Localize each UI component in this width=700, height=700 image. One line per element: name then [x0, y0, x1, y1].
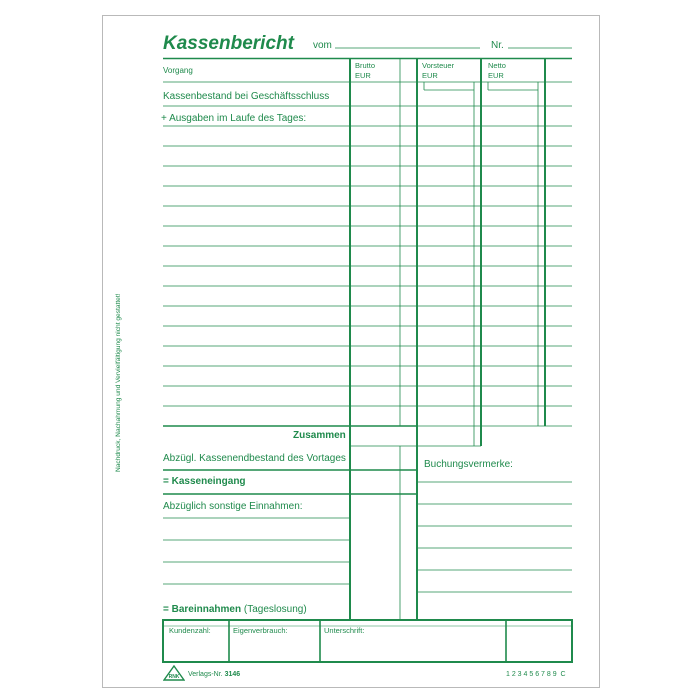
form-title: Kassenbericht [163, 33, 294, 54]
col-vorsteuer: Vorsteuer [422, 61, 455, 70]
col-brutto: Brutto [355, 61, 376, 70]
row-kassenbestand: Kassenbestand bei Geschäftsschluss [163, 91, 330, 102]
date-field[interactable] [336, 38, 480, 48]
bareinnahmen-suffix: (Tageslosung) [243, 604, 307, 615]
publisher-logo [163, 665, 185, 681]
row-sonstige-einnahmen: Abzüglich sonstige Einnahmen: [163, 501, 303, 512]
col-vorgang: Vorgang [163, 66, 193, 75]
row-abzueglich-vortag: Abzügl. Kassenendbestand des Vortages [163, 453, 346, 464]
row-zusammen: Zusammen [293, 430, 346, 441]
col-vorsteuer-currency: EUR [422, 71, 438, 80]
kundenzahl-label: Kundenzahl: [169, 626, 211, 635]
sequence-digits: 1 2 3 4 5 6 7 8 9 [506, 671, 557, 678]
col-netto: Netto [488, 61, 506, 70]
row-ausgaben: + Ausgaben im Laufe des Tages: [161, 113, 307, 124]
row-bareinnahmen [163, 604, 307, 615]
number-field[interactable] [508, 38, 572, 48]
vom-label: vom [313, 40, 332, 51]
unterschrift-label: Unterschrift: [324, 626, 365, 635]
verlag-number: 3146 [224, 671, 241, 678]
sequence-letter: C [560, 671, 566, 678]
verlag-nr [188, 671, 240, 678]
verlag-prefix: Verlags-Nr. [188, 671, 223, 678]
sequence-numbers [506, 671, 566, 678]
bareinnahmen-bold: = Bareinnahmen [163, 604, 242, 615]
copyright-side-note: Nachdruck, Nachahmung und Vervielfältigung nicht gestattet! [115, 293, 122, 472]
nr-label: Nr. [491, 40, 504, 51]
col-brutto-currency: EUR [355, 71, 371, 80]
svg-text:RNK: RNK [168, 674, 180, 680]
col-netto-currency: EUR [488, 71, 504, 80]
buchungsvermerke-label: Buchungsvermerke: [424, 459, 513, 470]
eigenverbrauch-label: Eigenverbrauch: [233, 626, 288, 635]
row-kasseneingang: = Kasseneingang [163, 476, 246, 487]
